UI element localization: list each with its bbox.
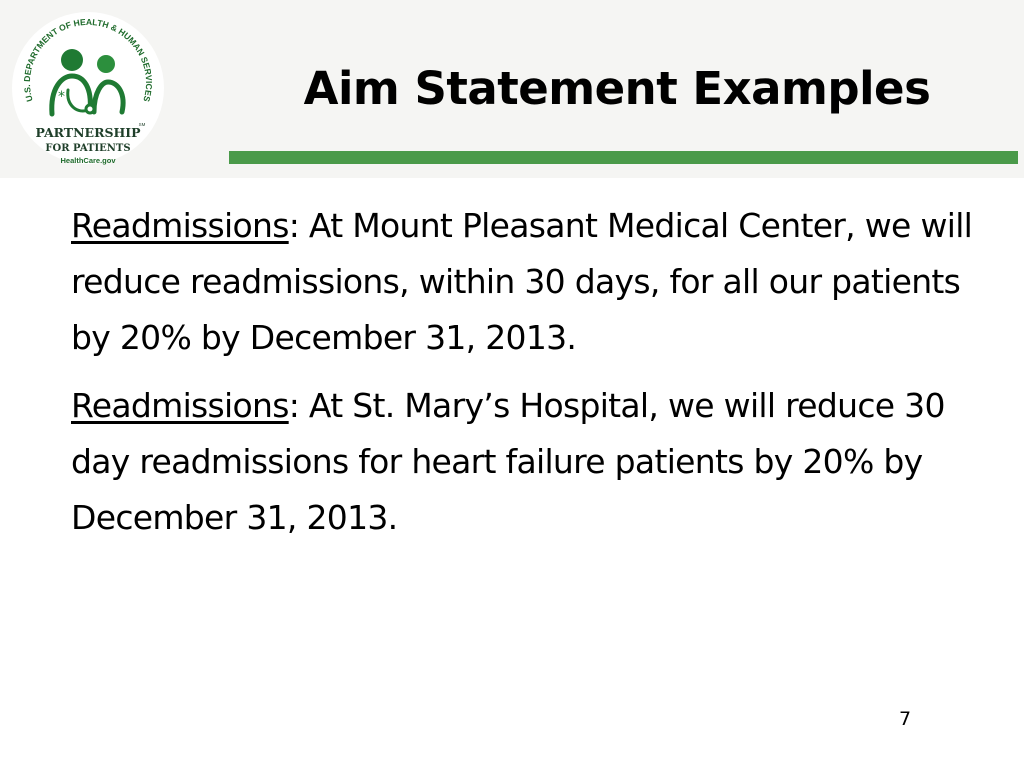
title-underline-bar (229, 151, 1018, 164)
aim-text: At Mount Pleasant Medical Center, we will reduce readmissions, within 30 days, for all our patients by 20% by December 31, 2013. (71, 206, 973, 357)
slide-title: Aim Statement Examples (303, 62, 931, 115)
logo-url: HealthCare.gov (60, 156, 116, 165)
slide-body (71, 198, 1001, 558)
aim-statement-2 (71, 378, 1001, 546)
aim-text: At St. Mary’s Hospital, we will reduce 30 day readmissions for heart failure patients by 20% by December 31, 2013. (71, 386, 945, 537)
aim-topic: Readmissions (71, 386, 289, 425)
logo-line1: PARTNERSHIP (35, 125, 141, 140)
logo-sm: SM (138, 122, 146, 127)
logo-line2: FOR PATIENTS (45, 143, 131, 154)
aim-separator: : (288, 386, 300, 425)
page-number: 7 (898, 708, 912, 730)
logo-arc-text: U.S. DEPARTMENT OF HEALTH & HUMAN SERVICES (21, 16, 155, 103)
aim-topic: Readmissions (71, 206, 289, 245)
aim-separator: : (288, 206, 300, 245)
aim-statement-1 (71, 198, 1001, 366)
partnership-for-patients-logo (8, 6, 168, 171)
svg-text:*: * (58, 89, 65, 105)
